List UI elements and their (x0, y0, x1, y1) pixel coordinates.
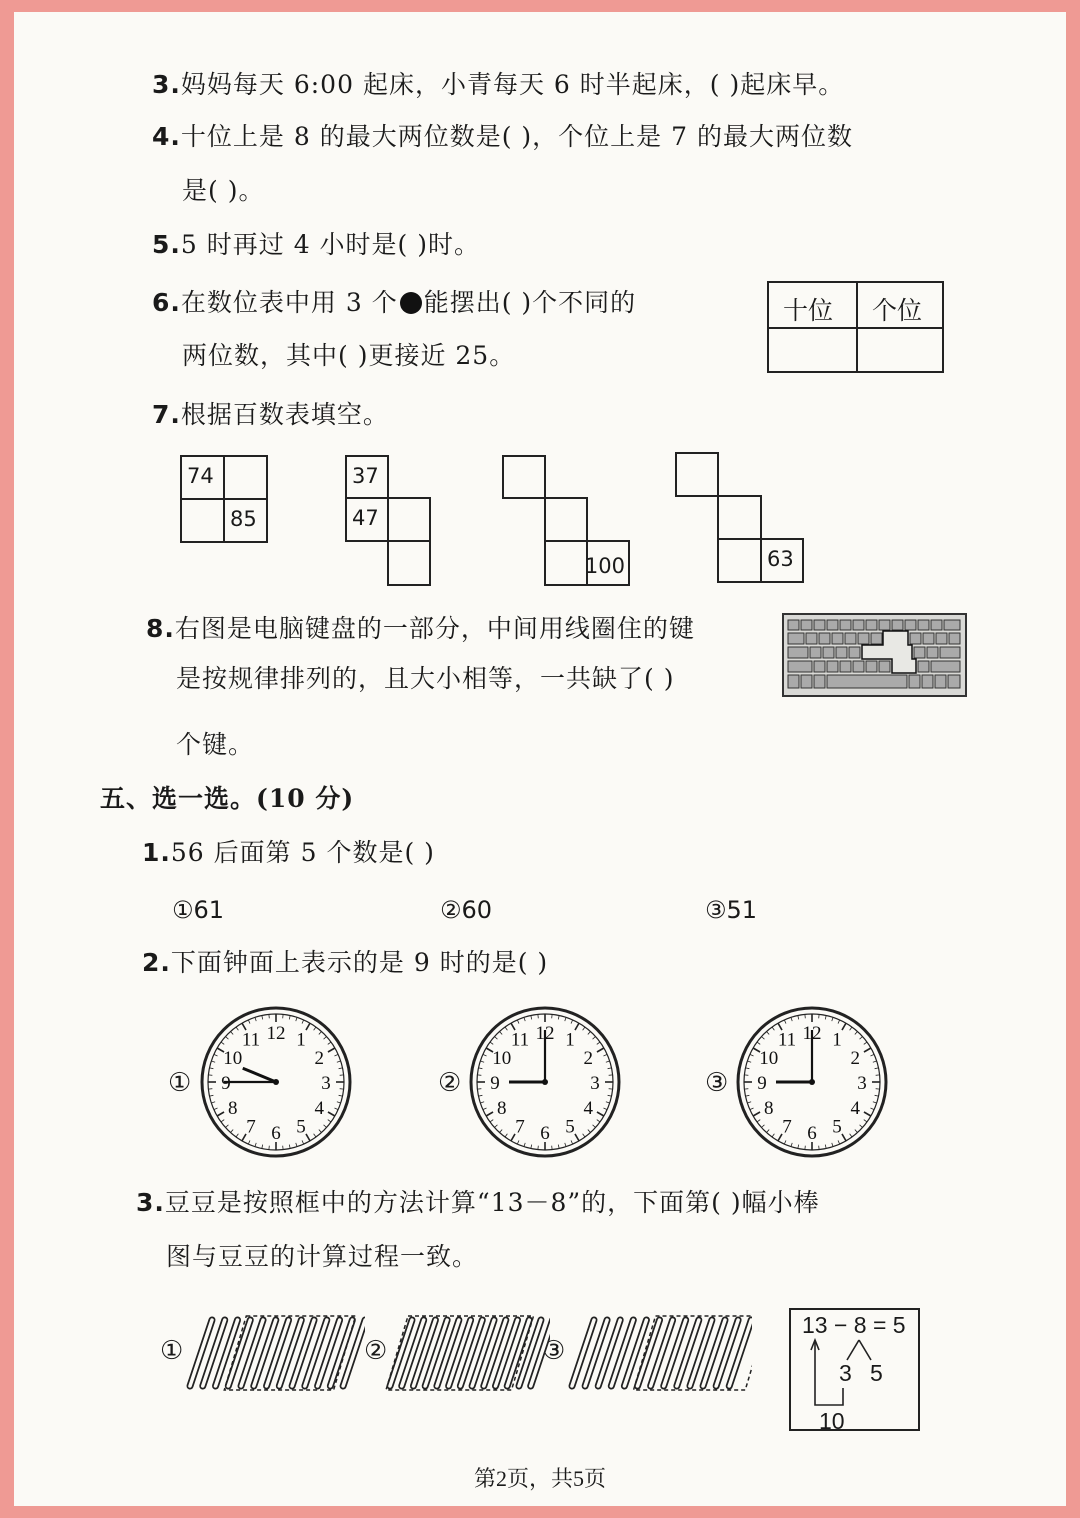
clock-number: 9 (757, 1073, 767, 1094)
clock-number: 8 (763, 1098, 774, 1119)
clock-number: 9 (490, 1073, 500, 1094)
clock-number: 10 (223, 1048, 243, 1069)
calculation-box (789, 1308, 920, 1434)
question-8-line1: 8.右图是电脑键盘的一部分，中间用线圈住的键 (146, 614, 695, 643)
clock-number: 4 (583, 1098, 594, 1119)
clock-number: 2 (583, 1048, 594, 1069)
clock-number: 11 (510, 1029, 530, 1051)
clock-number: 5 (832, 1116, 842, 1138)
split-part-b: 5 (870, 1360, 883, 1386)
clock-number: 10 (759, 1048, 779, 1069)
choice-1-option-a[interactable]: ①61 (172, 896, 225, 924)
clock-number: 9 (221, 1073, 231, 1094)
clock-number: 7 (515, 1116, 525, 1138)
choice-1-option-b[interactable]: ②60 (440, 896, 493, 924)
question-7: 7.根据百数表填空。 (152, 400, 389, 429)
clock-2-label[interactable]: ② (438, 1068, 462, 1098)
clock-number: 12 (535, 1023, 555, 1044)
question-6-line1: 6.在数位表中用 3 个 能摆出( )个不同的 (152, 288, 637, 317)
clock-number: 1 (565, 1029, 575, 1051)
question-4-line1: 4.十位上是 8 的最大两位数是( )，个位上是 7 的最大两位数 (152, 122, 853, 151)
clock-number: 11 (777, 1029, 797, 1051)
keyboard-keys (784, 615, 965, 695)
clock-face-1[interactable] (198, 1004, 354, 1160)
sticks-figure-1[interactable] (180, 1312, 365, 1392)
keyboard-image (782, 613, 967, 697)
choice-3-line2: 图与豆豆的计算过程一致。 (166, 1242, 479, 1271)
clock-number: 4 (314, 1098, 325, 1119)
clock-number: 5 (296, 1116, 306, 1138)
clock-number: 11 (241, 1029, 261, 1051)
clock-number: 3 (590, 1073, 600, 1094)
question-5: 5.5 时再过 4 小时是( )时。 (152, 230, 481, 259)
clock-number: 1 (296, 1029, 306, 1051)
sticks-3-label[interactable]: ③ (542, 1336, 566, 1366)
clock-1-label[interactable]: ① (168, 1068, 192, 1098)
sticks-figure-3[interactable] (562, 1312, 752, 1398)
split-part-a: 3 (839, 1360, 852, 1386)
choice-3-line1: 3.豆豆是按照框中的方法计算“13－8”的，下面第( )幅小棒 (136, 1188, 820, 1217)
clock-number: 7 (246, 1116, 256, 1138)
question-8-line3: 个键。 (176, 730, 255, 759)
clock-number: 12 (802, 1023, 822, 1044)
choice-2: 2.下面钟面上表示的是 9 时的是( ) (142, 948, 549, 977)
clock-number: 4 (850, 1098, 861, 1119)
sticks-2-label[interactable]: ② (364, 1336, 388, 1366)
clock-number: 5 (565, 1116, 575, 1138)
clock-number: 6 (540, 1123, 550, 1144)
question-3: 3.妈妈每天 6:00 起床，小青每天 6 时半起床，( )起床早。 (152, 70, 845, 99)
clock-number: 2 (314, 1048, 325, 1069)
clock-face-3[interactable] (734, 1004, 890, 1160)
clock-number: 8 (496, 1098, 507, 1119)
ten-label: 10 (819, 1408, 845, 1434)
place-value-table (767, 281, 944, 373)
question-8-line2: 是按规律排列的，且大小相等，一共缺了( ) (176, 664, 675, 693)
choice-1: 1.56 后面第 5 个数是( ) (142, 838, 435, 867)
clock-number: 1 (832, 1029, 842, 1051)
question-6-line2: 两位数，其中( )更接近 25。 (182, 341, 516, 370)
clock-number: 3 (857, 1073, 867, 1094)
sticks-figure-2[interactable] (380, 1312, 550, 1392)
clock-number: 10 (492, 1048, 512, 1069)
clock-number: 6 (807, 1123, 817, 1144)
ones-header: 个位 (872, 296, 923, 325)
clock-number: 8 (227, 1098, 238, 1119)
clock-face-2[interactable] (467, 1004, 623, 1160)
choice-1-option-c[interactable]: ③51 (705, 896, 758, 924)
question-4-line2: 是( )。 (182, 176, 265, 205)
clock-number: 12 (266, 1023, 286, 1044)
clock-number: 2 (850, 1048, 861, 1069)
clock-number: 7 (782, 1116, 792, 1138)
clock-number: 3 (321, 1073, 331, 1094)
page-footer: 第2页，共5页 (473, 1466, 606, 1491)
sticks-1-label[interactable]: ① (160, 1336, 184, 1366)
clock-number: 6 (271, 1123, 281, 1144)
black-bead-icon (400, 292, 422, 314)
calculation-equation: 13 − 8 = 5 (802, 1312, 906, 1338)
tens-header: 十位 (783, 296, 834, 325)
section-5-title: 五、选一选。(10 分) (100, 784, 355, 813)
clock-3-label[interactable]: ③ (705, 1068, 729, 1098)
calculation-arrows (791, 1310, 922, 1433)
